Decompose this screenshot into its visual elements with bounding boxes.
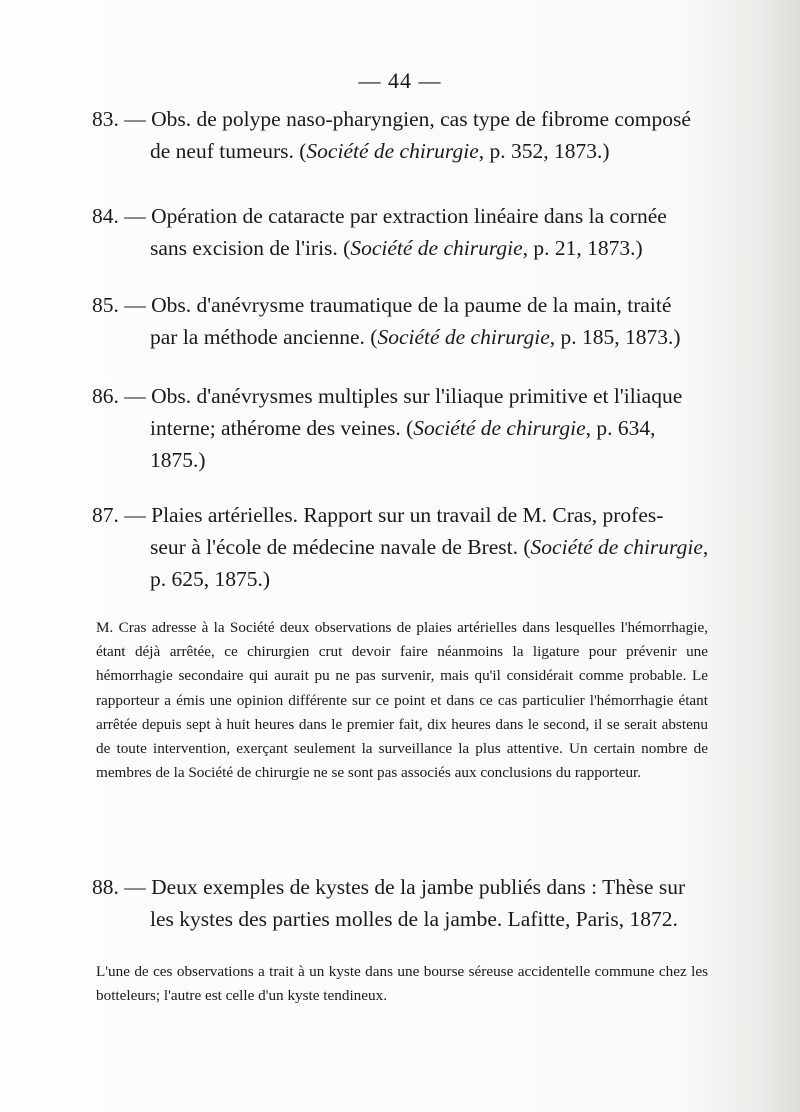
entry-citation: , p. 634, — [585, 416, 656, 440]
entry-title: Opération de cataracte par extraction linéaire dans la cornée — [151, 204, 667, 228]
entry-citation-year: 1875.) — [150, 448, 206, 472]
entry-84 — [92, 200, 717, 264]
entry-number: 84. — [92, 204, 119, 228]
entry-source: Société de chirurgie — [350, 236, 523, 260]
entry-source: Société de chirurgie — [377, 325, 550, 349]
entry-first-line — [92, 103, 717, 135]
entry-third-line — [92, 444, 717, 476]
note-88: L'une de ces observations a trait à un kyste dans une bourse séreuse accidentelle commune chez les botteleurs; l'autre est celle d'un kyste tendineux. — [96, 963, 708, 1005]
entry-second-line — [92, 412, 717, 444]
entry-number: 85. — [92, 293, 119, 317]
entry-citation-year: p. 625, 1875.) — [150, 567, 271, 591]
entry-dash: — — [124, 293, 146, 317]
entry-first-line — [92, 200, 717, 232]
entry-title: Plaies artérielles. Rapport sur un travail de M. Cras, profes- — [151, 503, 664, 527]
entry-citation: , p. 21, 1873.) — [522, 236, 643, 260]
entry-number: 86. — [92, 384, 119, 408]
entry-source: Société de chirurgie — [530, 535, 703, 559]
entry-second-line — [92, 903, 717, 935]
entry-title: Deux exemples de kystes de la jambe publiés dans : Thèse sur — [151, 875, 686, 899]
entry-dash: — — [124, 107, 146, 131]
entry-88 — [92, 871, 717, 935]
entry-number: 87. — [92, 503, 119, 527]
entry-text: sans excision de l'iris. ( — [150, 236, 351, 260]
entry-text: interne; athérome des veines. ( — [150, 416, 414, 440]
entry-title: Obs. de polype naso-pharyngien, cas type de fibrome composé — [151, 107, 691, 131]
entry-dash: — — [124, 875, 146, 899]
entry-dash: — — [124, 384, 146, 408]
entry-86 — [92, 380, 717, 476]
entry-text: seur à l'école de médecine navale de Brest. ( — [150, 535, 531, 559]
entry-dash: — — [124, 503, 146, 527]
page-number: — 44 — — [358, 68, 442, 93]
entry-title: Obs. d'anévrysme traumatique de la paume de la main, traité — [151, 293, 672, 317]
entry-third-line — [92, 563, 717, 595]
entry-citation: , p. 352, 1873.) — [478, 139, 610, 163]
entry-83 — [92, 103, 717, 167]
entry-second-line — [92, 531, 717, 563]
entry-87 — [92, 499, 717, 595]
entry-citation: , p. 185, 1873.) — [549, 325, 681, 349]
entry-second-line — [92, 232, 717, 264]
entry-text: par la méthode ancienne. ( — [150, 325, 378, 349]
entry-first-line — [92, 380, 717, 412]
note-87: M. Cras adresse à la Société deux observations de plaies artérielles dans lesquelles l'hémorrhagie, étant déjà arrêtée, ce chirurgien crut devoir faire néanmoins la ligature pour prévenir une hémorrhagie secondaire qui aurait pu ne pas survenir, mais qu'il considérait comme probable. Le rapporteur a émis une opinion différente sur ce point et dans ce cas particulier l'hémorrhagie étant arrêtée depuis sept à huit heures dans le premier fait, dix heures dans le second, il se serait abstenu de toute intervention, exerçant seulement la surveillance la plus attentive. Un certain nombre de membres de la Société de chirurgie ne se sont pas associés aux conclusions du rapporteur. — [96, 619, 708, 782]
entry-title: Obs. d'anévrysmes multiples sur l'iliaque primitive et l'iliaque — [151, 384, 683, 408]
entry-number: 88. — [92, 875, 119, 899]
entry-citation: , — [702, 535, 709, 559]
entry-85 — [92, 289, 717, 353]
entry-source: Société de chirurgie — [413, 416, 586, 440]
entry-first-line — [92, 499, 717, 531]
entry-source: Société de chirurgie — [306, 139, 479, 163]
entry-first-line — [92, 871, 717, 903]
entry-number: 83. — [92, 107, 119, 131]
entry-text: de neuf tumeurs. ( — [150, 139, 307, 163]
entry-text: les kystes des parties molles de la jambe. Lafitte, Paris, 1872. — [150, 907, 678, 931]
entry-first-line — [92, 289, 717, 321]
entry-second-line — [92, 321, 717, 353]
entry-second-line — [92, 135, 717, 167]
entry-dash: — — [124, 204, 146, 228]
